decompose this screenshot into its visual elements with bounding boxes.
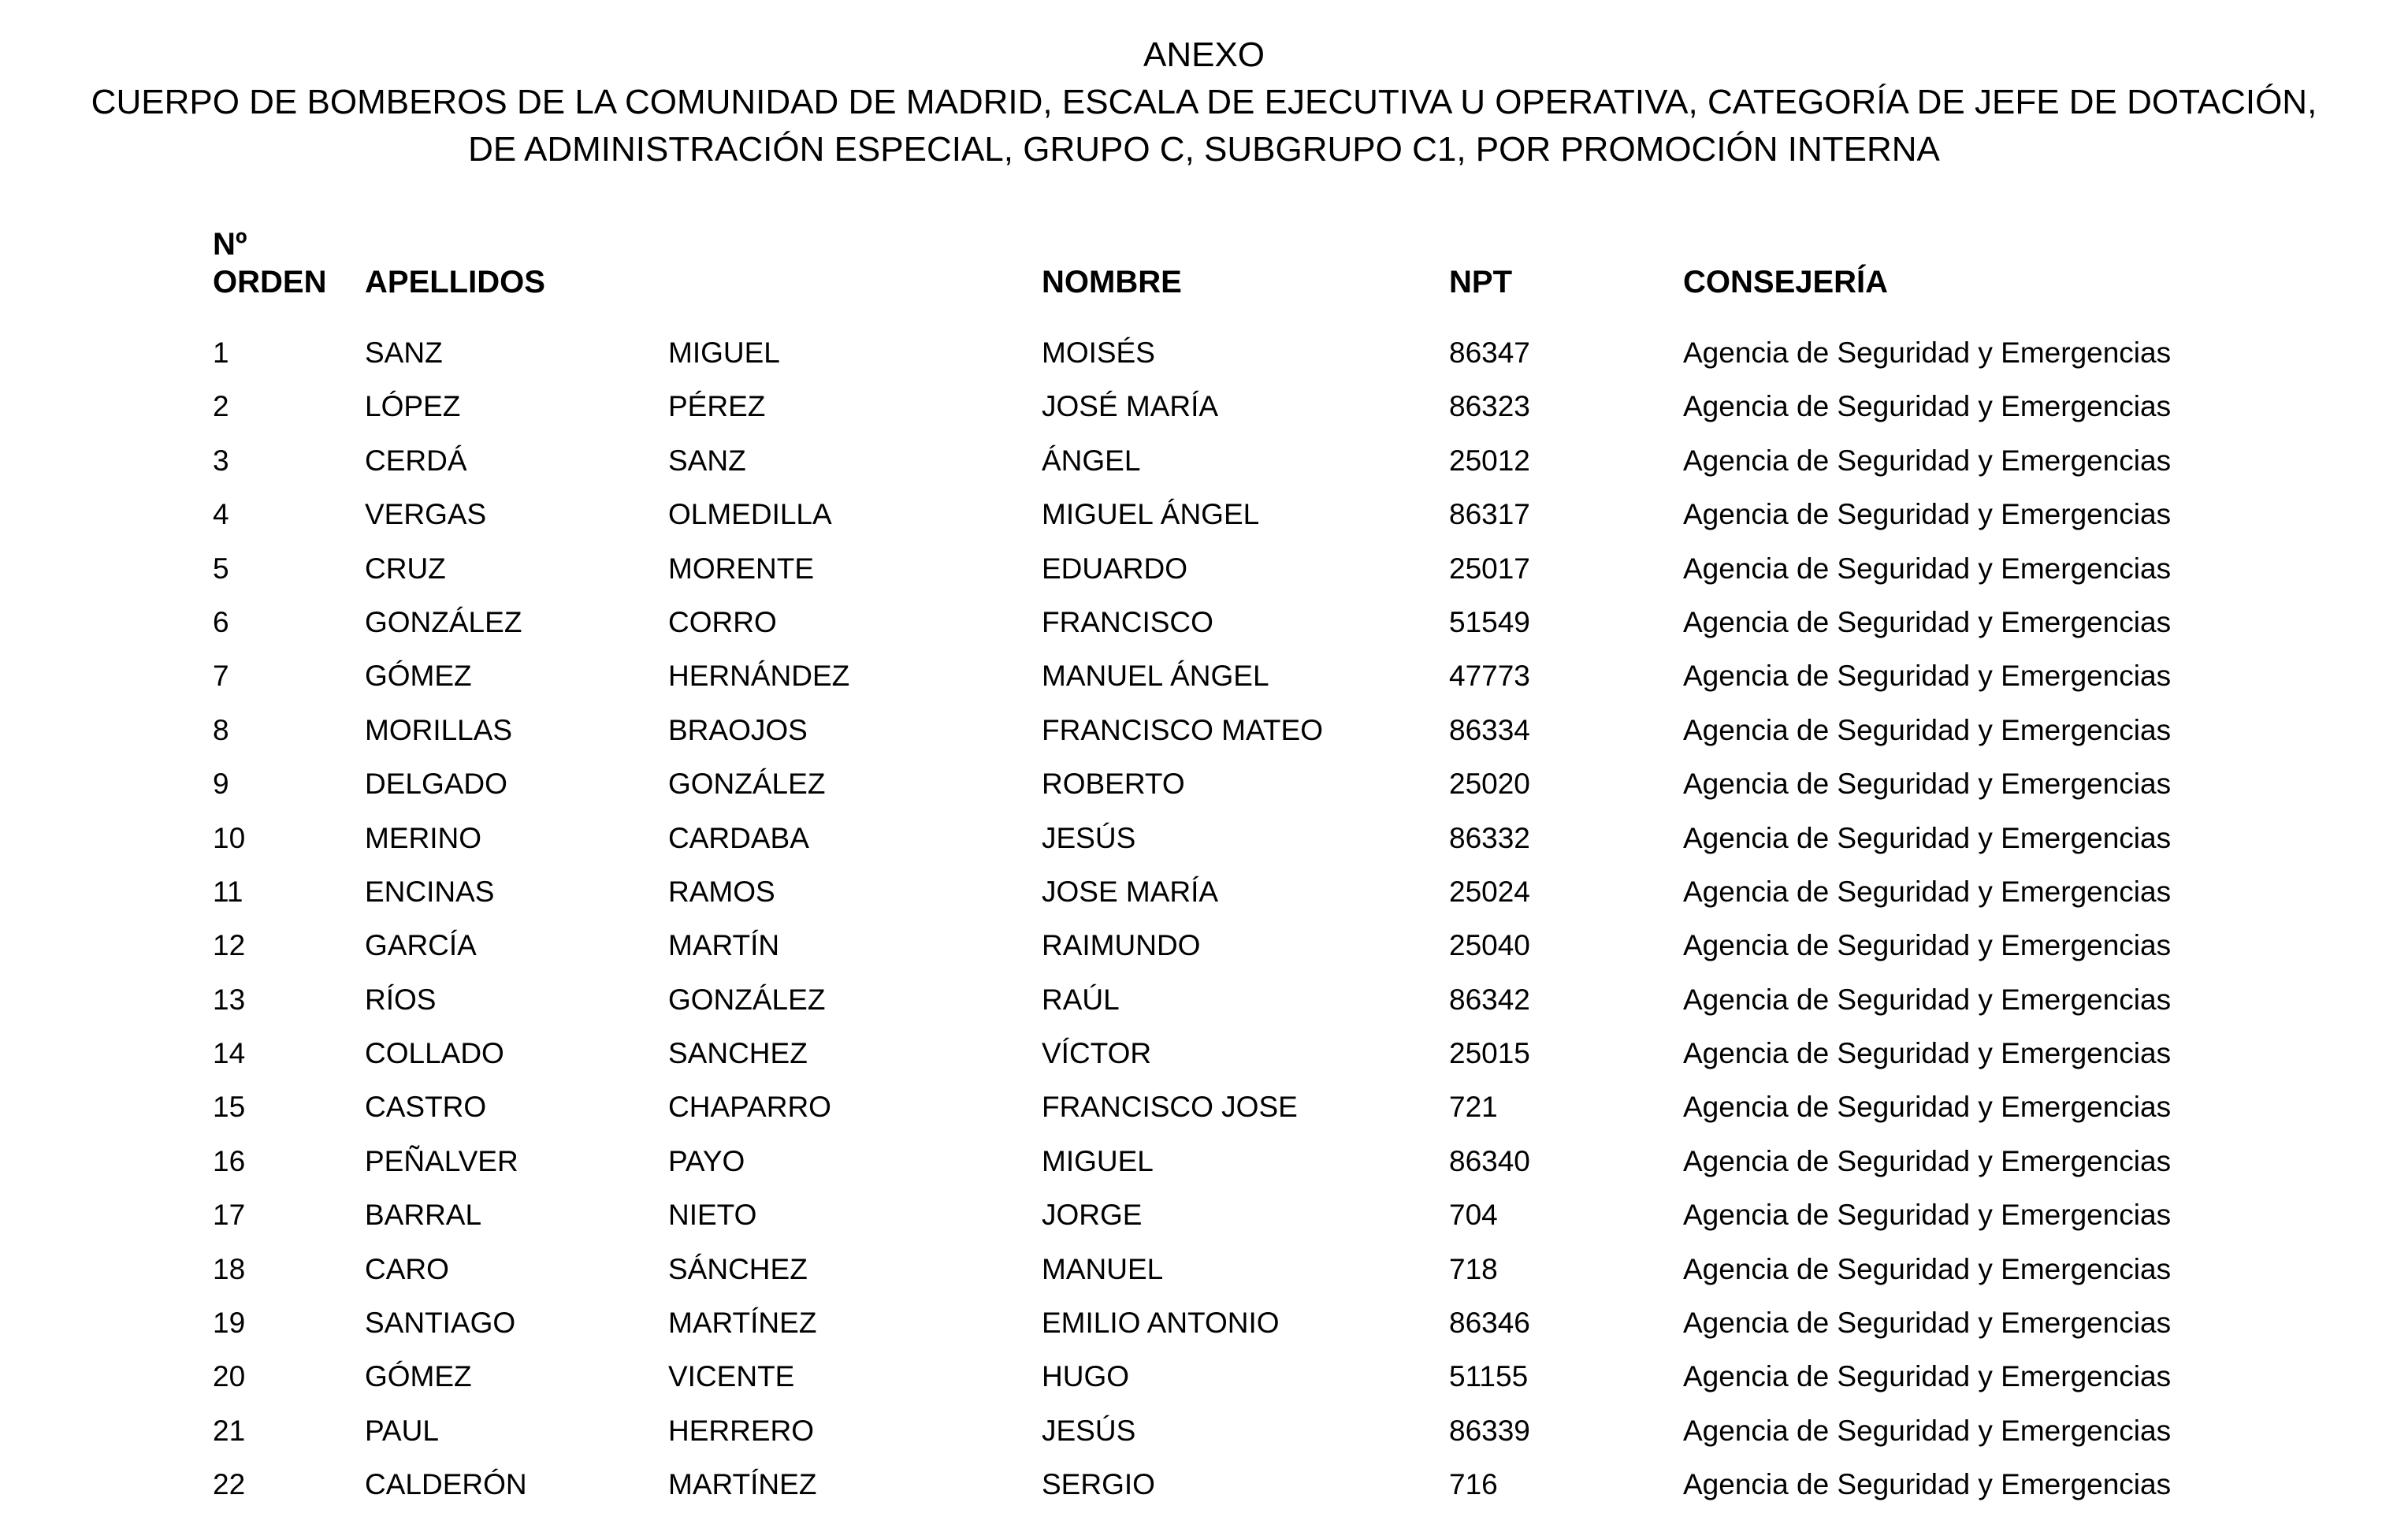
- cell-primer-apellido: RÍOS: [365, 983, 437, 1016]
- cell-nombre: MANUEL: [1042, 1252, 1164, 1285]
- table-row: [0, 1409, 2408, 1463]
- cell-primer-apellido: SANTIAGO: [365, 1307, 516, 1340]
- cell-nombre: MIGUEL: [1042, 1144, 1154, 1177]
- cell-npt: 704: [1449, 1199, 1498, 1232]
- cell-consejeria: Agencia de Seguridad y Emergencias: [1683, 875, 2172, 908]
- table-row: [0, 654, 2408, 708]
- cell-npt: 47773: [1449, 660, 1530, 693]
- cell-segundo-apellido: PÉREZ: [668, 390, 766, 423]
- cell-npt: 51155: [1449, 1360, 1529, 1393]
- cell-nombre: MOISÉS: [1042, 336, 1155, 369]
- cell-nombre: FRANCISCO MATEO: [1042, 713, 1323, 746]
- cell-orden: 11: [213, 875, 243, 908]
- cell-primer-apellido: GÓMEZ: [365, 1360, 472, 1393]
- document-title: ANEXO: [1143, 35, 1265, 74]
- cell-segundo-apellido: PAYO: [668, 1144, 745, 1177]
- cell-consejeria: Agencia de Seguridad y Emergencias: [1683, 444, 2172, 477]
- cell-segundo-apellido: MARTÍNEZ: [668, 1468, 817, 1501]
- cell-nombre: EMILIO ANTONIO: [1042, 1307, 1280, 1340]
- cell-nombre: MANUEL ÁNGEL: [1042, 660, 1269, 693]
- cell-consejeria: Agencia de Seguridad y Emergencias: [1683, 552, 2172, 585]
- cell-orden: 5: [213, 552, 229, 585]
- cell-segundo-apellido: CORRO: [668, 605, 777, 638]
- cell-primer-apellido: CALDERÓN: [365, 1468, 527, 1501]
- cell-consejeria: Agencia de Seguridad y Emergencias: [1683, 713, 2172, 746]
- cell-segundo-apellido: MORENTE: [668, 552, 814, 585]
- table-row: [0, 924, 2408, 977]
- cell-orden: 10: [213, 821, 246, 854]
- table-row: [0, 708, 2408, 762]
- table-body: [0, 331, 2408, 1517]
- cell-orden: 4: [213, 498, 229, 531]
- cell-segundo-apellido: CHAPARRO: [668, 1091, 831, 1124]
- cell-consejeria: Agencia de Seguridad y Emergencias: [1683, 1199, 2172, 1232]
- cell-nombre: FRANCISCO: [1042, 605, 1213, 638]
- cell-segundo-apellido: GONZÁLEZ: [668, 983, 826, 1016]
- cell-npt: 86334: [1449, 713, 1530, 746]
- cell-consejeria: Agencia de Seguridad y Emergencias: [1683, 768, 2172, 801]
- cell-nombre: JESÚS: [1042, 821, 1136, 854]
- cell-nombre: FRANCISCO JOSE: [1042, 1091, 1298, 1124]
- cell-npt: 86347: [1449, 336, 1530, 369]
- cell-primer-apellido: DELGADO: [365, 768, 507, 801]
- cell-segundo-apellido: MIGUEL: [668, 336, 780, 369]
- table-row: [0, 1301, 2408, 1355]
- document-title-block: [0, 32, 2408, 173]
- cell-npt: 721: [1449, 1091, 1498, 1124]
- cell-npt: 86346: [1449, 1307, 1530, 1340]
- cell-npt: 86342: [1449, 983, 1530, 1016]
- cell-orden: 7: [213, 660, 229, 693]
- cell-nombre: EDUARDO: [1042, 552, 1188, 585]
- cell-nombre: HUGO: [1042, 1360, 1129, 1393]
- cell-primer-apellido: GARCÍA: [365, 929, 477, 962]
- cell-nombre: ÁNGEL: [1042, 444, 1141, 477]
- cell-primer-apellido: MORILLAS: [365, 713, 513, 746]
- cell-consejeria: Agencia de Seguridad y Emergencias: [1683, 1037, 2172, 1070]
- cell-orden: 16: [213, 1144, 246, 1177]
- cell-consejeria: Agencia de Seguridad y Emergencias: [1683, 983, 2172, 1016]
- cell-npt: 718: [1449, 1252, 1498, 1285]
- cell-consejeria: Agencia de Seguridad y Emergencias: [1683, 821, 2172, 854]
- cell-nombre: VÍCTOR: [1042, 1037, 1152, 1070]
- cell-nombre: JESÚS: [1042, 1414, 1136, 1447]
- cell-nombre: MIGUEL ÁNGEL: [1042, 498, 1260, 531]
- cell-orden: 22: [213, 1468, 246, 1501]
- table-row: [0, 600, 2408, 654]
- cell-npt: 86339: [1449, 1414, 1530, 1447]
- table-row: [0, 331, 2408, 385]
- table-row: [0, 816, 2408, 870]
- table-row: [0, 1140, 2408, 1193]
- cell-segundo-apellido: CARDABA: [668, 821, 809, 854]
- table-row: [0, 547, 2408, 600]
- cell-segundo-apellido: BRAOJOS: [668, 713, 808, 746]
- cell-orden: 2: [213, 390, 229, 423]
- table-row: [0, 1193, 2408, 1247]
- cell-npt: 25024: [1449, 875, 1530, 908]
- cell-primer-apellido: CARO: [365, 1252, 449, 1285]
- cell-segundo-apellido: HERRERO: [668, 1414, 815, 1447]
- cell-primer-apellido: SANZ: [365, 336, 443, 369]
- cell-primer-apellido: LÓPEZ: [365, 390, 461, 423]
- cell-nombre: JOSÉ MARÍA: [1042, 390, 1219, 423]
- cell-orden: 15: [213, 1091, 246, 1124]
- cell-primer-apellido: ENCINAS: [365, 875, 495, 908]
- cell-consejeria: Agencia de Seguridad y Emergencias: [1683, 1468, 2172, 1501]
- cell-consejeria: Agencia de Seguridad y Emergencias: [1683, 1091, 2172, 1124]
- cell-orden: 19: [213, 1307, 246, 1340]
- table-row: [0, 870, 2408, 924]
- table-row: [0, 1247, 2408, 1301]
- cell-orden: 18: [213, 1252, 246, 1285]
- cell-consejeria: Agencia de Seguridad y Emergencias: [1683, 660, 2172, 693]
- cell-segundo-apellido: HERNÁNDEZ: [668, 660, 850, 693]
- cell-npt: 25012: [1449, 444, 1530, 477]
- cell-orden: 20: [213, 1360, 246, 1393]
- table-row: [0, 762, 2408, 816]
- cell-nombre: ROBERTO: [1042, 768, 1185, 801]
- header-consejeria: CONSEJERÍA: [1683, 265, 1889, 299]
- header-apellidos: APELLIDOS: [365, 265, 545, 299]
- table-row: [0, 1463, 2408, 1516]
- cell-orden: 9: [213, 768, 229, 801]
- header-npt: NPT: [1449, 265, 1512, 299]
- cell-nombre: RAÚL: [1042, 983, 1120, 1016]
- cell-orden: 14: [213, 1037, 246, 1070]
- cell-orden: 6: [213, 605, 229, 638]
- cell-consejeria: Agencia de Seguridad y Emergencias: [1683, 336, 2172, 369]
- cell-segundo-apellido: MARTÍN: [668, 929, 780, 962]
- cell-npt: 51549: [1449, 605, 1530, 638]
- cell-primer-apellido: PEÑALVER: [365, 1144, 518, 1177]
- table-row: [0, 1085, 2408, 1139]
- cell-consejeria: Agencia de Seguridad y Emergencias: [1683, 605, 2172, 638]
- cell-consejeria: Agencia de Seguridad y Emergencias: [1683, 1252, 2172, 1285]
- document-subtitle-line-2: DE ADMINISTRACIÓN ESPECIAL, GRUPO C, SUBGRUPO C1, POR PROMOCIÓN INTERNA: [468, 130, 1940, 169]
- cell-consejeria: Agencia de Seguridad y Emergencias: [1683, 1144, 2172, 1177]
- cell-consejeria: Agencia de Seguridad y Emergencias: [1683, 929, 2172, 962]
- cell-segundo-apellido: SÁNCHEZ: [668, 1252, 808, 1285]
- cell-primer-apellido: BARRAL: [365, 1199, 482, 1232]
- cell-segundo-apellido: MARTÍNEZ: [668, 1307, 817, 1340]
- cell-primer-apellido: CASTRO: [365, 1091, 487, 1124]
- header-orden-line-2: ORDEN: [213, 265, 327, 299]
- cell-npt: 86317: [1449, 498, 1530, 531]
- cell-nombre: RAIMUNDO: [1042, 929, 1201, 962]
- cell-npt: 86340: [1449, 1144, 1530, 1177]
- cell-npt: 25020: [1449, 768, 1530, 801]
- cell-orden: 12: [213, 929, 246, 962]
- cell-npt: 716: [1449, 1468, 1498, 1501]
- cell-primer-apellido: PAUL: [365, 1414, 439, 1447]
- cell-segundo-apellido: OLMEDILLA: [668, 498, 832, 531]
- table-row: [0, 385, 2408, 438]
- table-row: [0, 1355, 2408, 1408]
- cell-segundo-apellido: SANCHEZ: [668, 1037, 808, 1070]
- cell-primer-apellido: GONZÁLEZ: [365, 605, 522, 638]
- cell-orden: 17: [213, 1199, 246, 1232]
- cell-orden: 21: [213, 1414, 246, 1447]
- header-orden-line-1: Nº: [213, 227, 247, 262]
- cell-primer-apellido: CERDÁ: [365, 444, 467, 477]
- cell-nombre: JORGE: [1042, 1199, 1143, 1232]
- cell-segundo-apellido: VICENTE: [668, 1360, 795, 1393]
- cell-orden: 1: [213, 336, 229, 369]
- cell-npt: 25040: [1449, 929, 1530, 962]
- cell-primer-apellido: CRUZ: [365, 552, 446, 585]
- cell-primer-apellido: GÓMEZ: [365, 660, 472, 693]
- cell-primer-apellido: COLLADO: [365, 1037, 504, 1070]
- cell-npt: 86323: [1449, 390, 1530, 423]
- cell-npt: 86332: [1449, 821, 1530, 854]
- table-row: [0, 439, 2408, 493]
- header-orden: [213, 225, 326, 301]
- cell-primer-apellido: MERINO: [365, 821, 481, 854]
- document-subtitle-line-1: CUERPO DE BOMBEROS DE LA COMUNIDAD DE MADRID, ESCALA DE EJECUTIVA U OPERATIVA, CATEGORÍA DE JEFE DE DOTACIÓN,: [91, 83, 2317, 121]
- cell-segundo-apellido: NIETO: [668, 1199, 757, 1232]
- cell-orden: 13: [213, 983, 246, 1016]
- cell-consejeria: Agencia de Seguridad y Emergencias: [1683, 498, 2172, 531]
- table-header: [0, 222, 2408, 301]
- cell-nombre: JOSE MARÍA: [1042, 875, 1219, 908]
- cell-orden: 8: [213, 713, 229, 746]
- cell-consejeria: Agencia de Seguridad y Emergencias: [1683, 390, 2172, 423]
- cell-orden: 3: [213, 444, 229, 477]
- cell-segundo-apellido: GONZÁLEZ: [668, 768, 826, 801]
- cell-npt: 25017: [1449, 552, 1530, 585]
- table-row: [0, 493, 2408, 546]
- cell-consejeria: Agencia de Seguridad y Emergencias: [1683, 1414, 2172, 1447]
- cell-primer-apellido: VERGAS: [365, 498, 487, 531]
- cell-npt: 25015: [1449, 1037, 1530, 1070]
- table-row: [0, 978, 2408, 1032]
- cell-segundo-apellido: SANZ: [668, 444, 746, 477]
- table-row: [0, 1032, 2408, 1085]
- cell-consejeria: Agencia de Seguridad y Emergencias: [1683, 1307, 2172, 1340]
- header-nombre: NOMBRE: [1042, 265, 1182, 299]
- cell-segundo-apellido: RAMOS: [668, 875, 775, 908]
- cell-nombre: SERGIO: [1042, 1468, 1155, 1501]
- cell-consejeria: Agencia de Seguridad y Emergencias: [1683, 1360, 2172, 1393]
